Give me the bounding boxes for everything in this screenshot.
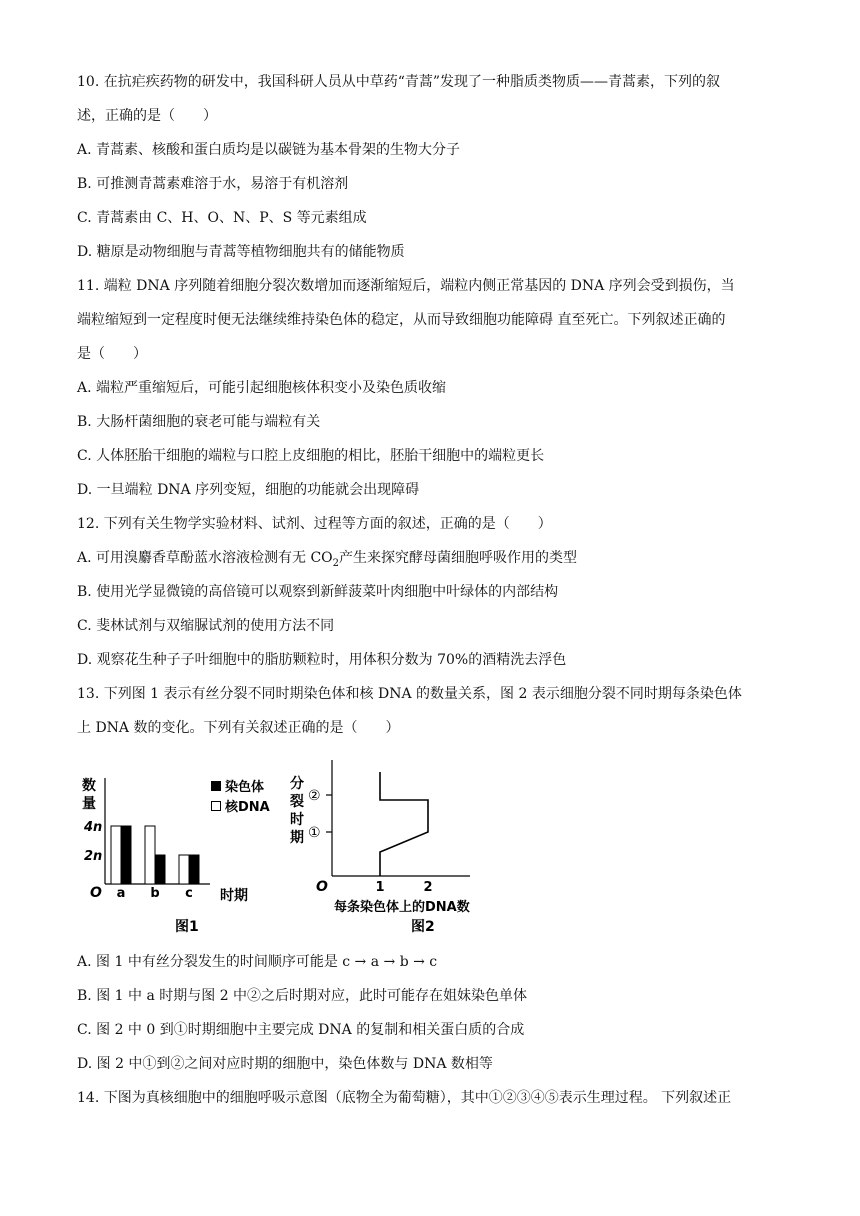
q12-option-b: B. 使用光学显微镜的高倍镜可以观察到新鲜菠菜叶肉细胞中叶绿体的内部结构 <box>77 584 559 600</box>
q12-option-d: D. 观察花生种子子叶细胞中的脂肪颗粒时，用体积分数为 70%的酒精洗去浮色 <box>77 652 567 668</box>
fig2-mark-1: ① <box>308 825 321 841</box>
fig1-category-a: a <box>116 886 126 901</box>
fig1-ytick-4n: 4n <box>84 820 103 835</box>
fig1-bars <box>111 826 199 884</box>
fig2-xtick-1: 1 <box>375 880 385 895</box>
fig1-legend-black-swatch <box>211 781 221 791</box>
fig1-legend-white-swatch <box>212 802 221 811</box>
fig1-legend-dna: 核DNA <box>225 800 270 815</box>
q10-stem-line2: 述，正确的是（ ） <box>77 108 217 124</box>
q13-figures <box>80 760 500 940</box>
q13-stem-line2: 上 DNA 数的变化。下列有关叙述正确的是（ ） <box>77 720 400 736</box>
fig1-ylabel-char-2: 量 <box>82 796 96 812</box>
fig1-ylabel-char-1: 数 <box>82 778 96 794</box>
figure-2 <box>290 760 470 935</box>
q14-stem-line1: 14. 下图为真核细胞中的细胞呼吸示意图（底物全为葡萄糖），其中①②③④⑤表示生理过程。 下列叙述正 <box>77 1090 732 1106</box>
q11-stem-line2: 端粒缩短到一定程度时便无法继续维持染色体的稳定，从而导致细胞功能障碍 直至死亡。下列叙述正确的 <box>77 312 726 328</box>
q12-option-a-sub: 2 <box>332 557 340 569</box>
q13-option-d: D. 图 2 中①到②之间对应时期的细胞中，染色体数与 DNA 数相等 <box>77 1056 493 1072</box>
fig1-caption: 图1 <box>175 919 199 935</box>
q12-option-c: C. 斐林试剂与双缩脲试剂的使用方法不同 <box>77 618 335 634</box>
q11-option-a: A. 端粒严重缩短后，可能引起细胞核体积变小及染色质收缩 <box>77 380 447 396</box>
fig1-bar-chromosome-b <box>155 855 165 884</box>
q13-stem-line1: 13. 下列图 1 表示有丝分裂不同时期染色体和核 DNA 的数量关系，图 2 表示细胞分裂不同时期每条染色体 <box>77 686 742 702</box>
fig2-mark-2: ② <box>308 788 321 804</box>
q11-stem-line1: 11. 端粒 DNA 序列随着细胞分裂次数增加而逐渐缩短后，端粒内侧正常基因的 DNA 序列会受到损伤，当 <box>77 278 735 294</box>
q11-stem-line3: 是（ ） <box>77 346 147 362</box>
q12-stem-line1: 12. 下列有关生物学实验材料、试剂、过程等方面的叙述，正确的是（ ） <box>77 516 552 532</box>
q12-option-a-pre: A. 可用溴麝香草酚蓝水溶液检测有无 CO <box>77 550 333 566</box>
q12-option-a <box>77 548 577 574</box>
fig2-curve <box>380 772 428 876</box>
fig2-ylabel-char-1: 分 <box>290 776 304 792</box>
fig1-origin: O <box>90 885 102 901</box>
fig2-ylabel-char-2: 裂 <box>290 794 304 810</box>
q10-option-b: B. 可推测青蒿素难溶于水，易溶于有机溶剂 <box>77 176 349 192</box>
fig1-xlabel: 时期 <box>220 888 248 904</box>
q11-option-c: C. 人体胚胎干细胞的端粒与口腔上皮细胞的相比，胚胎干细胞中的端粒更长 <box>77 448 545 464</box>
fig2-xlabel: 每条染色体上的DNA数 <box>334 900 470 915</box>
q13-option-c: C. 图 2 中 0 到①时期细胞中主要完成 DNA 的复制和相关蛋白质的合成 <box>77 1022 525 1038</box>
q10-stem-line1: 10. 在抗疟疾药物的研发中，我国科研人员从中草药“青蒿”发现了一种脂质类物质——青蒿素，下列的叙 <box>77 74 721 90</box>
fig2-ylabel-char-4: 期 <box>290 830 304 846</box>
q10-option-a: A. 青蒿素、核酸和蛋白质均是以碳链为基本骨架的生物大分子 <box>77 142 461 158</box>
fig2-origin: O <box>316 879 328 895</box>
q10-option-d: D. 糖原是动物细胞与青蒿等植物细胞共有的储能物质 <box>77 244 405 260</box>
fig1-category-b: b <box>150 886 160 901</box>
fig2-xtick-2: 2 <box>423 880 433 895</box>
fig2-caption: 图2 <box>411 919 435 935</box>
q13-option-b: B. 图 1 中 a 时期与图 2 中②之后时期对应，此时可能存在姐妹染色单体 <box>77 988 528 1004</box>
fig1-bar-chromosome-c <box>189 855 199 884</box>
fig1-category-c: c <box>185 886 193 901</box>
q13-option-a: A. 图 1 中有丝分裂发生的时间顺序可能是 c → a → b → c <box>77 954 438 970</box>
fig1-bar-dna-c <box>179 855 189 884</box>
fig1-bar-chromosome-a <box>121 826 131 884</box>
fig1-bar-dna-a <box>111 826 121 884</box>
q11-option-d: D. 一旦端粒 DNA 序列变短，细胞的功能就会出现障碍 <box>77 482 420 498</box>
fig1-ytick-2n: 2n <box>84 849 103 864</box>
fig1-bar-dna-b <box>145 826 155 884</box>
q11-option-b: B. 大肠杆菌细胞的衰老可能与端粒有关 <box>77 414 321 430</box>
fig1-legend-chromosome: 染色体 <box>225 780 265 795</box>
fig2-ylabel-char-3: 时 <box>290 812 304 828</box>
q10-option-c: C. 青蒿素由 C、H、O、N、P、S 等元素组成 <box>77 210 367 226</box>
figure-1 <box>82 777 270 935</box>
q12-option-a-post: 产生来探究酵母菌细胞呼吸作用的类型 <box>339 550 578 566</box>
